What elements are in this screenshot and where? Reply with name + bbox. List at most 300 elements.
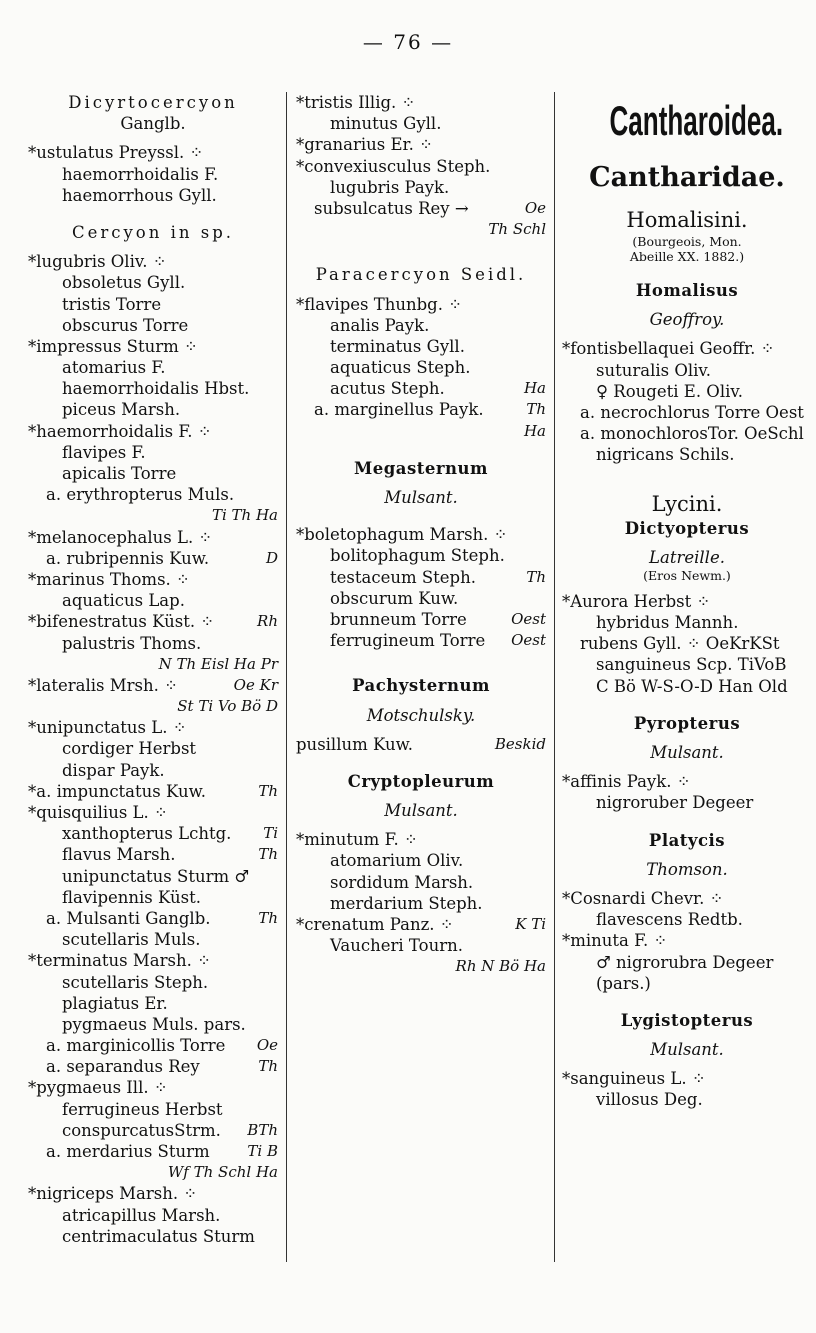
entry-text: palustris Thoms. (62, 633, 202, 653)
entry-line (28, 484, 278, 505)
entry-text: sordidum Marsh. (330, 872, 474, 892)
entry-line (562, 633, 812, 654)
entry-text: flavipennis Küst. (62, 887, 201, 907)
genus-heading (562, 830, 812, 851)
entry-line (28, 142, 278, 163)
entry-text: testaceum Steph. (330, 567, 476, 587)
column-middle (296, 92, 546, 978)
entry-text: dispar Payk. (62, 760, 165, 780)
entry-text: conspurcatusStrm. (62, 1120, 221, 1140)
entry-text: *unipunctatus L. ⁘ (28, 718, 187, 738)
spacer (562, 583, 812, 591)
entry-line (28, 802, 278, 823)
distribution-codes: Th Schl (488, 220, 546, 239)
entry-line (28, 1226, 278, 1247)
distribution-codes: St Ti Vo Bö D (177, 697, 278, 716)
distribution-codes: BTh (247, 1120, 278, 1139)
entry-text: Thomson. (646, 859, 728, 879)
genus-author (296, 705, 546, 726)
reference-note (562, 234, 812, 249)
entry-text: *melanocephalus L. ⁘ (28, 527, 213, 547)
entry-line (562, 338, 812, 359)
entry-text: *tristis Illig. ⁘ (296, 93, 416, 112)
spacer (28, 243, 278, 251)
entry-line (28, 463, 278, 484)
entry-line (296, 336, 546, 357)
spacer (296, 442, 546, 458)
entry-text: Pachysternum (352, 676, 490, 696)
spacer (562, 150, 812, 158)
entry-line (296, 92, 546, 113)
entry-line (28, 505, 278, 526)
entry-text: Pyropterus (633, 713, 741, 733)
genus-author (562, 547, 812, 568)
spacer (562, 264, 812, 280)
spacer (562, 1060, 812, 1068)
distribution-codes: Ha (523, 379, 546, 398)
entry-line (296, 829, 546, 850)
entry-line (28, 272, 278, 293)
entry-line (562, 381, 812, 402)
entry-text: atomarium Oliv. (330, 851, 464, 871)
entry-line (296, 294, 546, 315)
entry-text: xanthopterus Lchtg. (62, 824, 232, 844)
entry-line (28, 717, 278, 738)
entry-line (296, 198, 546, 219)
entry-line (296, 872, 546, 893)
entry-line (562, 771, 812, 792)
distribution-codes: Oe Kr (233, 675, 278, 694)
entry-text: Mulsant. (384, 801, 458, 821)
spacer (562, 539, 812, 547)
entry-text: minutus Gyll. (330, 114, 442, 134)
entry-line (28, 1141, 278, 1162)
entry-text: *lateralis Mrsh. ⁘ (28, 675, 178, 695)
spacer (562, 851, 812, 859)
entry-line (28, 823, 278, 844)
entry-line (28, 1205, 278, 1226)
entry-line (562, 676, 812, 697)
entry-text: sanguineus Scp. TiVoB (596, 655, 787, 675)
distribution-codes: Th (526, 567, 546, 586)
entry-line (28, 738, 278, 759)
entry-line (562, 1089, 812, 1110)
entry-text: Motschulsky. (366, 705, 476, 725)
entry-text: ferrugineus Herbst (62, 1099, 223, 1119)
entry-line (28, 548, 278, 569)
spacer (296, 697, 546, 705)
entry-text: Ganglb. (120, 114, 186, 134)
entry-text: *a. impunctatus Kuw. (28, 781, 206, 801)
genus-author (562, 859, 812, 880)
spacer (562, 466, 812, 482)
entry-line (562, 1068, 812, 1089)
entry-text: *boletophagum Marsh. ⁘ (296, 525, 508, 545)
entry-text: obsoletus Gyll. (62, 273, 186, 293)
distribution-codes: Th (258, 1057, 278, 1076)
entry-line (296, 156, 546, 177)
entry-line (562, 930, 812, 951)
spacer (296, 726, 546, 734)
entry-line (28, 654, 278, 675)
distribution-codes: K Ti (515, 915, 546, 933)
entry-text: a. erythropterus Muls. (46, 485, 235, 505)
distribution-codes: Ti Th Ha (211, 506, 278, 525)
spacer (296, 792, 546, 800)
entry-text: *Aurora Herbst ⁘ (562, 591, 711, 611)
column-rule-right (554, 92, 555, 1262)
entry-text: *fontisbellaquei Geoffr. ⁘ (562, 339, 775, 359)
entry-text: (Bourgeois, Mon. (632, 234, 742, 249)
entry-text: (Eros Newm.) (643, 567, 731, 583)
entry-line (28, 993, 278, 1014)
reference-note (562, 249, 812, 264)
spacer (562, 301, 812, 309)
distribution-codes: Th (258, 781, 278, 800)
entry-text: Lygistopterus (620, 1010, 754, 1030)
entry-line (28, 760, 278, 781)
entry-text: *convexiusculus Steph. (296, 156, 491, 176)
entry-text: acutus Steph. (330, 379, 445, 399)
entry-line (296, 567, 546, 588)
spacer (296, 755, 546, 771)
genus-author (296, 487, 546, 508)
entry-text: *nigriceps Marsh. ⁘ (28, 1184, 198, 1204)
entry-line (28, 185, 278, 206)
genus-author (296, 800, 546, 821)
genus-author (562, 1039, 812, 1060)
entry-line (296, 357, 546, 378)
spacer (562, 198, 812, 206)
superfamily-title (609, 92, 784, 150)
entry-text: apicalis Torre (62, 464, 177, 483)
spacer (296, 651, 546, 667)
family-title (562, 158, 812, 198)
entry-text: unipunctatus Sturm ♂ (62, 866, 250, 886)
entry-text: a. monochlorosTor. OeSchl (580, 424, 804, 444)
entry-text: a. marginellus Payk. (314, 400, 484, 420)
distribution-codes: Th (258, 845, 278, 864)
entry-text: nigroruber Degeer (596, 793, 754, 813)
entry-line (296, 545, 546, 566)
entry-line (28, 1120, 278, 1141)
entry-line (28, 251, 278, 272)
distribution-codes: Ha (523, 421, 546, 440)
spacer (28, 134, 278, 142)
genus-heading (28, 92, 278, 113)
entry-line (296, 850, 546, 871)
entry-line (562, 444, 812, 465)
distribution-codes: Oest (511, 631, 546, 650)
genus-heading (562, 1010, 812, 1031)
entry-line (28, 1077, 278, 1098)
entry-text: obscurum Kuw. (330, 588, 459, 608)
entry-line (28, 781, 278, 802)
entry-text: (pars.) (596, 973, 651, 993)
column-left (28, 92, 278, 1247)
entry-text: *flavipes Thunbg. ⁘ (296, 294, 463, 314)
entry-line (28, 675, 278, 696)
entry-line (562, 973, 812, 994)
entry-text: *minutum F. ⁘ (296, 830, 418, 850)
entry-line (296, 378, 546, 399)
entry-text: Mulsant. (650, 743, 724, 762)
entry-line (28, 1162, 278, 1183)
entry-line (296, 524, 546, 545)
entry-text: nigricans Schils. (596, 445, 735, 465)
spacer (296, 508, 546, 524)
genus-heading (562, 518, 812, 539)
entry-text: Paracercyon Seidl. (315, 265, 527, 285)
entry-text: *terminatus Marsh. ⁘ (28, 951, 211, 971)
spacer (296, 479, 546, 487)
entry-text: Abeille XX. 1882.) (629, 249, 745, 264)
spacer (562, 880, 812, 888)
entry-text: analis Payk. (330, 315, 430, 335)
distribution-codes: Rh (257, 612, 278, 631)
entry-line (28, 421, 278, 442)
entry-text: tristis Torre (62, 294, 162, 314)
entry-text: haemorrhous Gyll. (62, 185, 217, 205)
entry-text: villosus Deg. (596, 1090, 703, 1110)
entry-text: *ustulatus Preyssl. ⁘ (28, 143, 204, 163)
entry-line (562, 792, 812, 813)
entry-text: subsulcatus Rey → (314, 198, 469, 218)
distribution-codes: N Th Eisl Ha Pr (158, 654, 278, 673)
entry-line (28, 908, 278, 929)
genus-heading (562, 713, 812, 734)
entry-line (28, 950, 278, 971)
entry-text: atomarius F. (62, 358, 166, 378)
distribution-codes: Th (526, 400, 546, 419)
genus-heading (28, 222, 278, 243)
spacer (296, 821, 546, 829)
entry-text: flavus Marsh. (62, 845, 176, 865)
spacer (562, 697, 812, 713)
entry-line (562, 612, 812, 633)
spacer (562, 482, 812, 490)
entry-text: ♂ nigrorubra Degeer (596, 952, 774, 972)
entry-line (28, 294, 278, 315)
entry-text: C Bö W-S-O-D Han Old (596, 676, 788, 696)
entry-text: lugubris Payk. (330, 177, 450, 197)
entry-text: *Cosnardi Chevr. ⁘ (562, 888, 724, 908)
entry-line (562, 402, 812, 423)
tribe-title (562, 490, 812, 518)
entry-line (28, 1099, 278, 1120)
entry-text: haemorrhoidalis F. (62, 164, 219, 184)
reference-note (562, 568, 812, 583)
distribution-codes: D (265, 548, 278, 567)
genus-heading (296, 771, 546, 792)
entry-line (296, 609, 546, 630)
entry-line (28, 866, 278, 887)
entry-text: *sanguineus L. ⁘ (562, 1069, 706, 1089)
entry-text: cordiger Herbst (62, 739, 197, 759)
entry-line (28, 633, 278, 654)
entry-text: a. separandus Rey (46, 1057, 200, 1077)
entry-text: Homalisini. (626, 208, 748, 232)
entry-text: hybridus Mannh. (596, 613, 739, 633)
entry-text: a. marginicollis Torre (46, 1036, 226, 1056)
distribution-codes: Ti (263, 824, 278, 843)
entry-text: pygmaeus Muls. pars. (62, 1014, 246, 1034)
entry-line (28, 696, 278, 717)
entry-line (28, 611, 278, 632)
spacer (296, 240, 546, 256)
entry-text: Cantharidae. (589, 162, 785, 193)
entry-text: Mulsant. (650, 1040, 724, 1060)
entry-line (296, 630, 546, 651)
entry-text: a. Mulsanti Ganglb. (46, 908, 211, 928)
entry-text: a. merdarius Sturm (46, 1142, 210, 1161)
entry-line (28, 113, 278, 134)
entry-line (296, 935, 546, 956)
distribution-codes: Th (258, 908, 278, 927)
entry-line (28, 315, 278, 336)
column-right (562, 92, 812, 1111)
entry-line (562, 909, 812, 930)
entry-line (28, 442, 278, 463)
entry-text: *haemorrhoidalis F. ⁘ (28, 421, 212, 441)
spacer (562, 734, 812, 742)
entry-text: *minuta F. ⁘ (562, 931, 668, 951)
entry-line (296, 177, 546, 198)
entry-line (562, 423, 812, 444)
entry-line (296, 893, 546, 914)
entry-text: aquaticus Lap. (62, 591, 185, 611)
entry-text: haemorrhoidalis Hbst. (62, 379, 250, 399)
entry-line (562, 888, 812, 909)
entry-text: scutellaris Muls. (62, 930, 201, 950)
entry-text: Lycini. (651, 491, 723, 516)
entry-line (296, 421, 546, 442)
entry-line (296, 134, 546, 155)
spacer (562, 330, 812, 338)
entry-text: Homalisus (635, 281, 739, 300)
entry-text: terminatus Gyll. (330, 336, 465, 356)
entry-text: centrimaculatus Sturm (62, 1226, 255, 1246)
entry-text: merdarium Steph. (330, 893, 483, 913)
genus-author (562, 309, 812, 330)
spacer (28, 206, 278, 222)
entry-line (296, 914, 546, 935)
entry-text: *quisquilius L. ⁘ (28, 803, 168, 822)
entry-line (28, 164, 278, 185)
entry-line (28, 1014, 278, 1035)
entry-text: Vaucheri Tourn. (330, 936, 463, 956)
distribution-codes: Wf Th Schl Ha (167, 1163, 278, 1182)
entry-line (28, 844, 278, 865)
genus-heading (296, 264, 546, 285)
spacer (296, 256, 546, 264)
entry-line (28, 590, 278, 611)
entry-line (296, 113, 546, 134)
entry-line (562, 654, 812, 675)
entry-line (28, 569, 278, 590)
entry-line (28, 972, 278, 993)
entry-text: a. necrochlorus Torre Oest (580, 402, 804, 422)
entry-text: flavescens Redtb. (596, 910, 743, 930)
entry-text: *bifenestratus Küst. ⁘ (28, 612, 215, 632)
spacer (562, 994, 812, 1010)
spacer (296, 667, 546, 675)
entry-line (28, 1056, 278, 1077)
entry-text: brunneum Torre (330, 609, 467, 629)
entry-text: Cercyon in sp. (71, 222, 235, 242)
entry-line (28, 527, 278, 548)
entry-text: pusillum Kuw. (296, 734, 414, 754)
entry-text: scutellaris Steph. (62, 972, 209, 992)
genus-heading (562, 280, 812, 301)
entry-line (28, 929, 278, 950)
distribution-codes: Oe (524, 198, 546, 217)
distribution-codes: Oe (256, 1036, 278, 1055)
entry-line (296, 219, 546, 240)
spacer (296, 286, 546, 294)
entry-line (296, 315, 546, 336)
distribution-codes: Ti B (247, 1142, 278, 1160)
entry-text: a. rubripennis Kuw. (46, 548, 210, 568)
entry-text: Dicyrtocercyon (68, 93, 238, 112)
distribution-codes: Rh N Bö Ha (455, 957, 546, 976)
entry-text: plagiatus Er. (62, 993, 168, 1013)
entry-line (296, 734, 546, 755)
entry-line (28, 357, 278, 378)
entry-line (28, 887, 278, 908)
entry-line (562, 952, 812, 973)
entry-text: atricapillus Marsh. (62, 1205, 221, 1225)
distribution-codes: Beskid (494, 734, 546, 753)
page-number: — 76 — (362, 30, 454, 54)
spacer (562, 1031, 812, 1039)
entry-text: ♀ Rougeti E. Oliv. (596, 381, 743, 401)
entry-text: obscurus Torre (62, 315, 189, 335)
entry-text: Dictyopterus (624, 518, 750, 538)
entry-text: *affinis Payk. ⁘ (562, 772, 691, 792)
spacer (562, 814, 812, 830)
entry-text: *lugubris Oliv. ⁘ (28, 252, 167, 272)
distribution-codes: Oest (511, 609, 546, 628)
entry-text: piceus Marsh. (62, 400, 181, 420)
entry-text: *impressus Sturm ⁘ (28, 336, 198, 356)
entry-text: Latreille. (649, 547, 725, 567)
entry-text: ferrugineum Torre (330, 631, 486, 651)
entry-line (28, 336, 278, 357)
entry-text: Megasternum (353, 458, 489, 478)
entry-text: flavipes F. (62, 442, 146, 462)
column-rule-left (286, 92, 287, 1262)
entry-line (28, 1035, 278, 1056)
entry-line (28, 399, 278, 420)
entry-line (296, 588, 546, 609)
entry-text: Platycis (648, 830, 726, 850)
entry-text: aquaticus Steph. (330, 358, 471, 378)
entry-line (562, 360, 812, 381)
genus-heading (296, 458, 546, 479)
entry-line (296, 956, 546, 977)
entry-text: rubens Gyll. ⁘ OeKrKSt (580, 634, 780, 654)
entry-text: Cryptopleurum (347, 771, 495, 791)
entry-text: *marinus Thoms. ⁘ (28, 569, 190, 589)
genus-heading (296, 675, 546, 696)
genus-author (562, 742, 812, 763)
entry-text: bolitophagum Steph. (330, 546, 505, 566)
entry-text: *crenatum Panz. ⁘ (296, 915, 454, 934)
entry-text: Mulsant. (384, 488, 458, 507)
entry-line (562, 591, 812, 612)
spacer (562, 763, 812, 771)
